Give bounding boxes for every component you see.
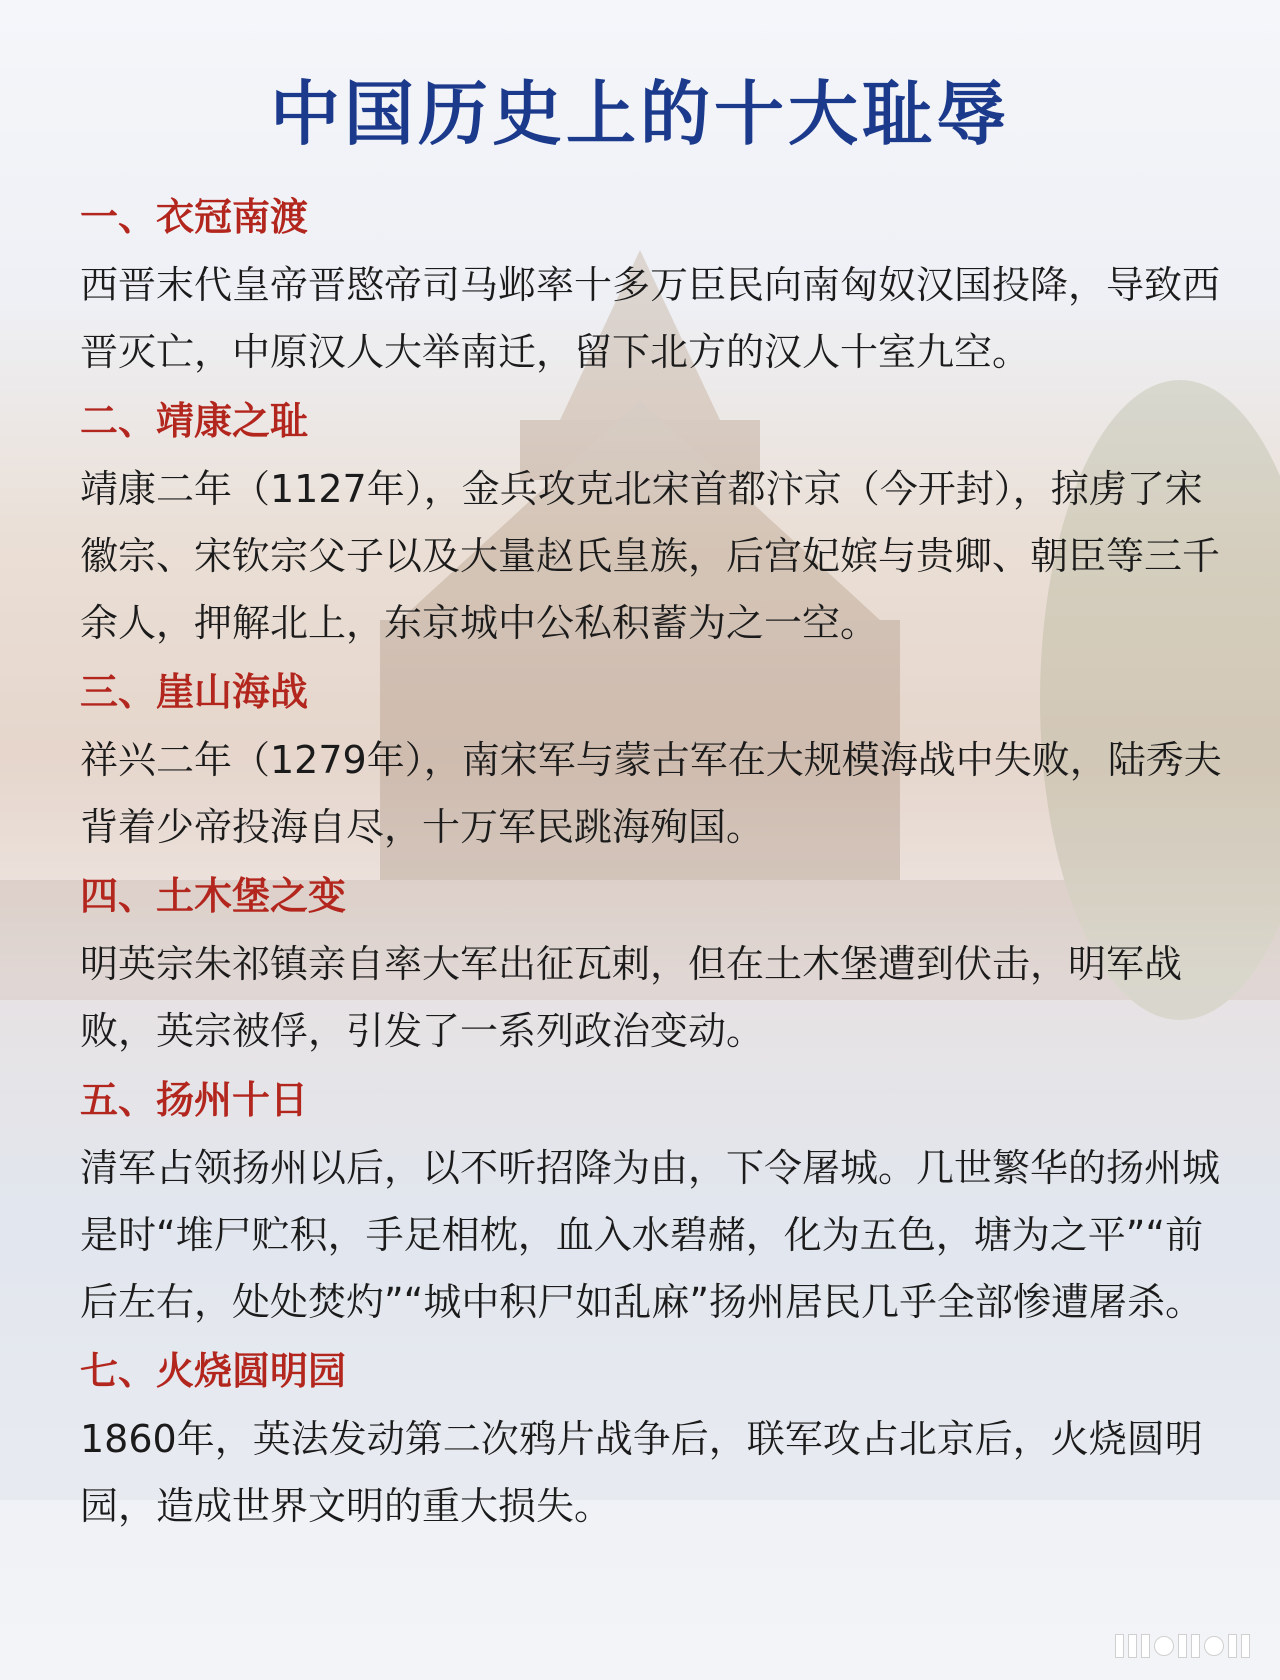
section-heading: 二、靖康之耻 — [80, 399, 309, 443]
section-body: 1860年，英法发动第二次鸦片战争后，联军攻占北京后，火烧圆明园，造成世界文明的重大损失。 — [80, 1417, 1203, 1528]
watermark-bar-icon — [1228, 1634, 1237, 1658]
watermark-bar-icon — [1141, 1634, 1150, 1658]
section-heading: 四、土木堡之变 — [80, 874, 347, 918]
watermark-bar-icon — [1241, 1634, 1250, 1658]
section-7 — [80, 1344, 1230, 1540]
section-body: 靖康二年（1127年），金兵攻克北宋首都汴京（今开封），掠虏了宋徽宗、宋钦宗父子以及大量赵氏皇族，后宫妃嫔与贵卿、朝臣等三千余人，押解北上，东京城中公私积蓄为之一空。 — [80, 467, 1221, 645]
watermark-bar-icon — [1115, 1634, 1124, 1658]
section-body: 清军占领扬州以后，以不听招降为由，下令屠城。几世繁华的扬州城是时“堆尸贮积，手足相枕，血入水碧赭，化为五色，塘为之平”“前后左右，处处焚灼”“城中积尸如乱麻”扬州居民几乎全部惨遭屠杀。 — [80, 1146, 1221, 1324]
section-heading: 五、扬州十日 — [80, 1078, 309, 1122]
section-heading: 七、火烧圆明园 — [80, 1349, 347, 1393]
section-1 — [80, 190, 1230, 386]
section-heading: 一、衣冠南渡 — [80, 195, 309, 239]
section-5 — [80, 1073, 1230, 1336]
section-2 — [80, 394, 1230, 657]
watermark-bar-icon — [1178, 1634, 1187, 1658]
section-body: 明英宗朱祁镇亲自率大军出征瓦剌，但在土木堡遭到伏击，明军战败，英宗被俘，引发了一系列政治变动。 — [80, 942, 1183, 1053]
watermark-logo — [1115, 1634, 1250, 1658]
page-title: 中国历史上的十大耻辱 — [270, 73, 1010, 155]
section-body: 祥兴二年（1279年），南宋军与蒙古军在大规模海战中失败，陆秀夫背着少帝投海自尽，十万军民跳海殉国。 — [80, 738, 1222, 849]
section-4 — [80, 869, 1230, 1065]
watermark-bar-icon — [1191, 1634, 1200, 1658]
article-content — [80, 190, 1230, 1548]
section-body: 西晋末代皇帝晋愍帝司马邺率十多万臣民向南匈奴汉国投降，导致西晋灭亡，中原汉人大举南迁，留下北方的汉人十室九空。 — [80, 263, 1221, 374]
section-3 — [80, 665, 1230, 861]
watermark-dot-icon — [1154, 1636, 1174, 1656]
section-heading: 三、崖山海战 — [80, 670, 309, 714]
watermark-dot-icon — [1204, 1636, 1224, 1656]
watermark-bar-icon — [1128, 1634, 1137, 1658]
